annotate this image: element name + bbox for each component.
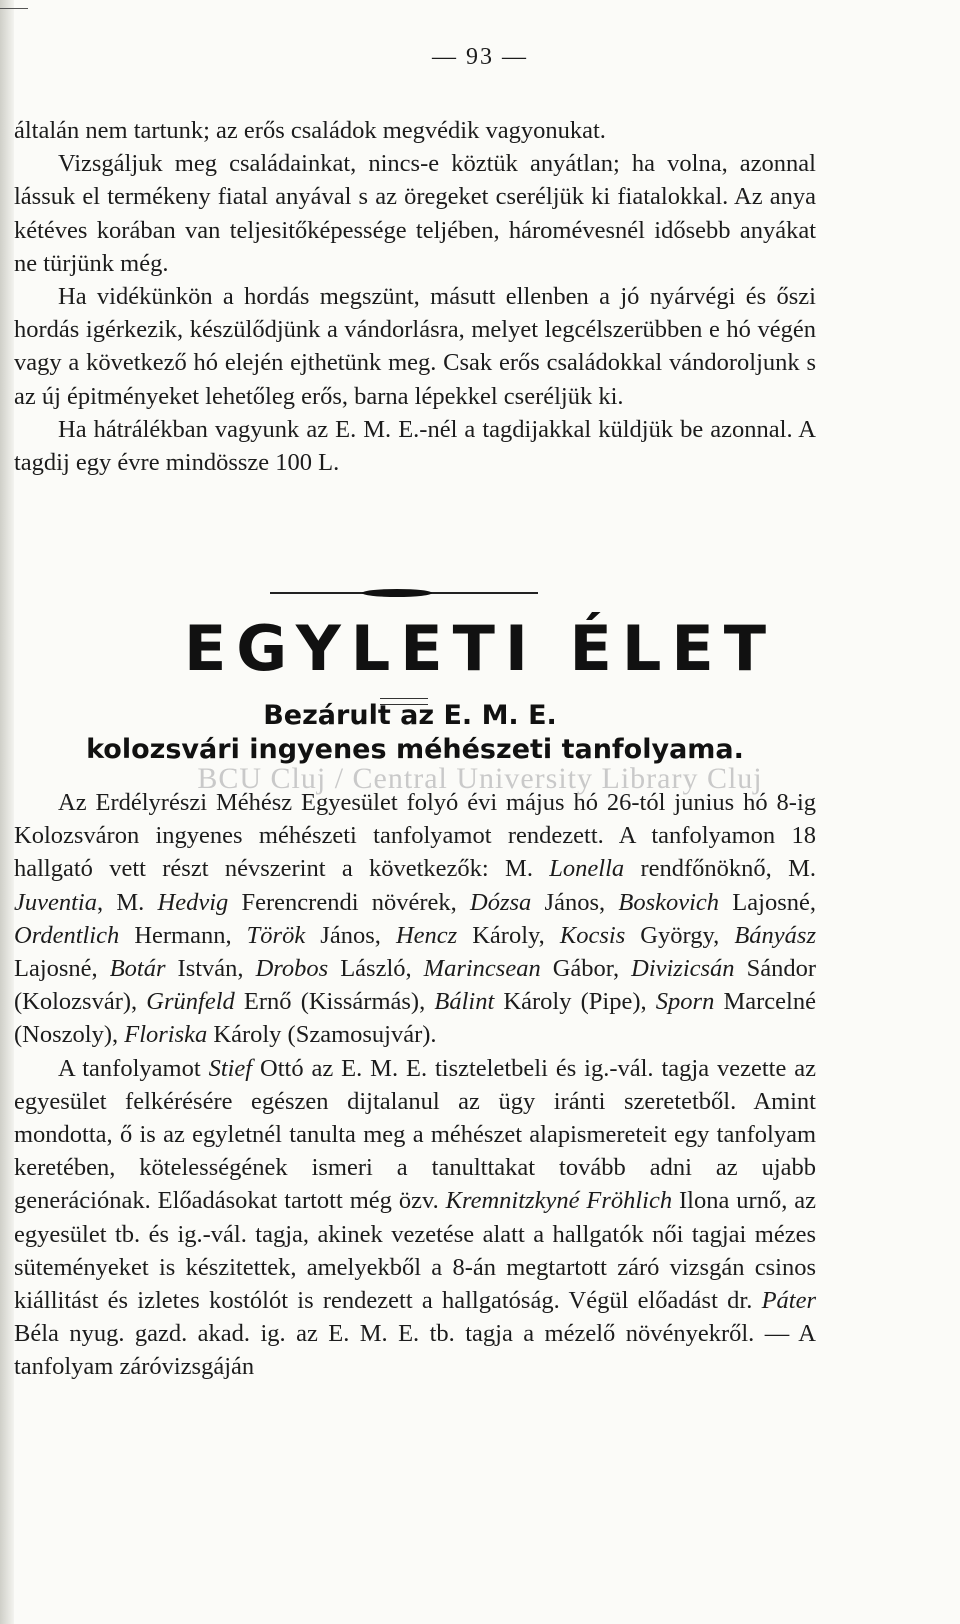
- article-headline: Bezárult az E. M. E.: [263, 700, 557, 731]
- text-run: Ferencrendi növérek,: [228, 888, 471, 916]
- text-run: Ottó az E. M. E. tiszteletbeli és ig.-vál. tagja vezette az egyesület felkérésére egészen dijtalanul az ügy iránti szeretetből. Amint mondotta, ő is az egyletnél tanulta meg a méhészet alapismereteit egy tanfolyam keretében, kötelességének ismeri a tanulttakat tovább adni az ujabb generációnak. Előadásokat tartott még özv.: [14, 1054, 816, 1215]
- text-run: László,: [328, 955, 424, 983]
- section-title: EGYLETI ÉLET: [183, 612, 777, 685]
- person-name: Drobos: [255, 955, 329, 983]
- person-name: Divizicsán: [631, 955, 735, 983]
- person-name: Stief: [208, 1054, 253, 1082]
- person-name: Juventia: [14, 888, 97, 916]
- paragraph: Vizsgáljuk meg családainkat, nincs-e köztük anyátlan; ha volna, azonnal lássuk el termékeny fiatal anyával s az öregeket cseréljük ki fiatalokkal. Az anya kétéves korában van teljesitőképessége teljében, háromévesnél idősebb anyákat ne türjünk még.: [14, 150, 816, 277]
- corner-rule: [0, 8, 28, 9]
- article-subheadline: kolozsvári ingyenes méhészeti tanfolyama.: [86, 734, 744, 765]
- text-run: Gábor,: [540, 955, 632, 983]
- text-run: Sándor (Kolozsvár),: [14, 955, 816, 1016]
- person-name: Botár: [109, 955, 166, 983]
- person-name: Török: [246, 921, 306, 949]
- text-run: rendfőnöknő, M.: [624, 855, 817, 883]
- paragraph: általán nem tartunk; az erős családok megvédik vagyonukat.: [14, 117, 606, 144]
- text-run: János,: [305, 921, 396, 949]
- text-run: György,: [625, 921, 735, 949]
- text-run: Az Erdélyrészi Méhész Egyesület folyó évi május hó 26-tól junius hó 8-ig Kolozsváron ingyenes méhészeti tanfolyamot rendezett. A tanfolyamon 18 hallgató vett részt névszerint a következők: M.: [14, 789, 816, 883]
- person-name: Hedvig: [157, 888, 229, 916]
- person-name: Sporn: [655, 988, 715, 1016]
- person-name: Bányász: [734, 921, 816, 949]
- person-name: Páter: [761, 1287, 816, 1315]
- text-run: János,: [531, 888, 619, 916]
- text-run: , M.: [97, 888, 158, 916]
- person-name: Hencz: [395, 921, 458, 949]
- text-run: István,: [165, 955, 256, 983]
- text-run: Lajosné,: [14, 955, 110, 983]
- text-run: Béla nyug. gazd. akad. ig. az E. M. E. tb. tagja a mézelő növényekről. — A tanfolyam záróvizsgáján: [14, 1320, 816, 1381]
- paragraph: Ha hátrálékban vagyunk az E. M. E.-nél a tagdijakkal küldjük be azonnal. A tagdij egy évre mindössze 100 L.: [14, 415, 816, 477]
- text-run: Károly,: [457, 921, 560, 949]
- section-divider-ornament: [362, 589, 432, 597]
- person-name: Dózsa: [470, 888, 532, 916]
- text-run: Károly (Szamosujvár).: [207, 1021, 437, 1049]
- person-name: Kremnitzkyné Fröhlich: [445, 1187, 673, 1215]
- article-text-block: [14, 786, 816, 1384]
- text-run: Károly (Pipe),: [494, 988, 656, 1016]
- person-name: Marincsean: [423, 955, 541, 983]
- text-run: Hermann,: [119, 921, 247, 949]
- paragraph: Ha vidékünkön a hordás megszünt, másutt ellenben a jó nyárvégi és őszi hordás igérkezik, készülődjünk a vándorlásra, melyet legcélszerübben e hó végén vagy a következő hó elején ejthetünk meg. Csak erős családokkal vándoroljunk s az új épitményeket lehetőleg erős, barna lépekkel cseréljük ki.: [14, 283, 816, 410]
- paragraph: [14, 1052, 816, 1384]
- text-run: Ernő (Kissármás),: [234, 988, 435, 1016]
- text-run: Lajosné,: [719, 888, 816, 916]
- person-name: Boskovich: [618, 888, 720, 916]
- person-name: Floriska: [124, 1021, 208, 1049]
- person-name: Kocsis: [559, 921, 626, 949]
- library-watermark: BCU Cluj / Central University Library Cluj: [197, 762, 763, 795]
- person-name: Grünfeld: [146, 988, 235, 1016]
- text-run: Marcelné (Noszoly),: [14, 988, 816, 1049]
- person-name: Bálint: [434, 988, 495, 1016]
- page-number: — 93 —: [432, 44, 528, 70]
- intro-text-block: [14, 114, 816, 479]
- paragraph: [14, 786, 816, 1052]
- page-edge-shadow: [0, 0, 14, 1624]
- text-run: A tanfolyamot: [58, 1054, 209, 1082]
- person-name: Ordentlich: [14, 921, 120, 949]
- person-name: Lonella: [549, 855, 625, 883]
- text-run: Ilona urnő, az egyesület tb. és ig.-vál. tagja, akinek vezetése alatt a hallgatók női tagjai mézes süteményeket is készitettek, amelyekből a 8-án megtartott záró vizsgán csinos kiállitást és izletes kostólót is rendezett a hallgatóság. Végül előadást dr.: [14, 1187, 816, 1315]
